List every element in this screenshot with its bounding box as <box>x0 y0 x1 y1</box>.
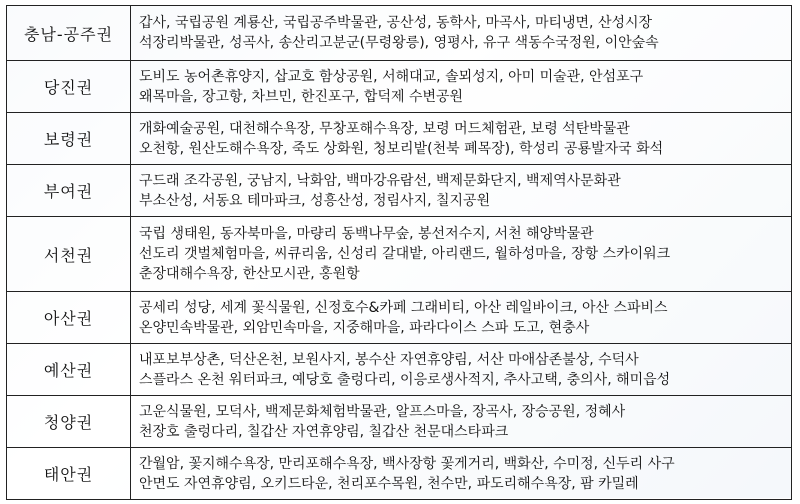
places-line: 선도리 갯벌체험마을, 씨큐리움, 신성리 갈대밭, 아리랜드, 월하성마을, 장항 스카이워크 <box>139 246 671 262</box>
places-line: 도비도 농어촌휴양지, 삽교호 함상공원, 서해대교, 솔뫼성지, 아미 미술관, 안섬포구 <box>139 68 644 85</box>
places-line: 부소산성, 서동요 테마파크, 성흥산성, 정림사지, 칠지공원 <box>139 192 491 209</box>
places-line: 고운식물원, 모덕사, 백제문화체험박물관, 알프스마을, 장곡사, 장승공원, 정혜사 <box>139 403 626 420</box>
places-line: 스플라스 온천 워터파크, 예당호 출렁다리, 이응로생사적지, 추사고택, 충의사, 해미읍성 <box>139 371 671 388</box>
table-row <box>7 344 792 396</box>
places-cell <box>131 292 792 344</box>
table-row <box>7 292 792 344</box>
region-name: 당진권 <box>7 61 131 113</box>
places-cell <box>131 217 792 292</box>
places-cell <box>131 344 792 396</box>
region-name: 청양권 <box>7 396 131 448</box>
places-cell <box>131 61 792 113</box>
table-row <box>7 113 792 165</box>
region-name: 예산권 <box>7 344 131 396</box>
places-line: 안면도 자연휴양림, 오키드타운, 천리포수목원, 천수만, 파도리해수욕장, 팜 카밀레 <box>139 475 639 492</box>
table-row <box>7 396 792 448</box>
table-row <box>7 165 792 217</box>
places-line: 천장호 출렁다리, 칠갑산 자연휴양림, 칠갑산 천문대스타파크 <box>139 423 509 440</box>
places-line: 온양민속박물관, 외암민속마을, 지중해마을, 파라다이스 스파 도고, 현충사 <box>139 319 590 336</box>
region-name: 서천권 <box>7 217 131 292</box>
places-line: 갑사, 국립공원 계룡산, 국립공주박물관, 공산성, 동학사, 마곡사, 마티냉면, 산성시장 <box>139 15 653 31</box>
places-line: 구드래 조각공원, 궁남지, 낙화암, 백마강유람선, 백제문화단지, 백제역사문화관 <box>139 172 621 189</box>
region-name: 충남-공주권 <box>7 6 131 61</box>
places-cell <box>131 396 792 448</box>
places-line: 공세리 성당, 세계 꽃식물원, 신정호수&카페 그래비티, 아산 레일바이크, 아산 스파비스 <box>139 299 668 316</box>
places-line: 간월암, 꽃지해수욕장, 만리포해수욕장, 백사장항 꽃게거리, 백화산, 수미정, 신두리 사구 <box>139 455 675 472</box>
region-name: 아산권 <box>7 292 131 344</box>
attractions-table <box>6 5 792 500</box>
table-row <box>7 448 792 500</box>
places-line: 내포보부상촌, 덕산온천, 보원사지, 봉수산 자연휴양림, 서산 마애삼존불상, 수덕사 <box>139 351 639 368</box>
places-line: 왜목마을, 장고항, 차브민, 한진포구, 합덕제 수변공원 <box>139 88 464 105</box>
table-row <box>7 61 792 113</box>
table-row <box>7 217 792 292</box>
places-line: 국립 생태원, 동자북마을, 마량리 동백나무숲, 봉선저수지, 서천 해양박물관 <box>139 226 594 242</box>
places-cell <box>131 448 792 500</box>
places-line: 춘장대해수욕장, 한산모시관, 홍원항 <box>139 266 360 282</box>
places-line: 개화예술공원, 대천해수욕장, 무창포해수욕장, 보령 머드체험관, 보령 석탄박물관 <box>139 120 630 137</box>
places-line: 오천항, 원산도해수욕장, 죽도 상화원, 청보리밭(천북 폐목장), 학성리 공룡발자국 화석 <box>139 140 664 157</box>
region-name: 보령권 <box>7 113 131 165</box>
places-cell <box>131 113 792 165</box>
region-name: 부여권 <box>7 165 131 217</box>
table-row <box>7 6 792 61</box>
places-line: 석장리박물관, 성곡사, 송산리고분군(무령왕릉), 영평사, 유구 색동수국정원, 이안숲속 <box>139 35 659 51</box>
attractions-table-container <box>6 5 792 498</box>
places-cell <box>131 165 792 217</box>
places-cell <box>131 6 792 61</box>
region-name: 태안권 <box>7 448 131 500</box>
